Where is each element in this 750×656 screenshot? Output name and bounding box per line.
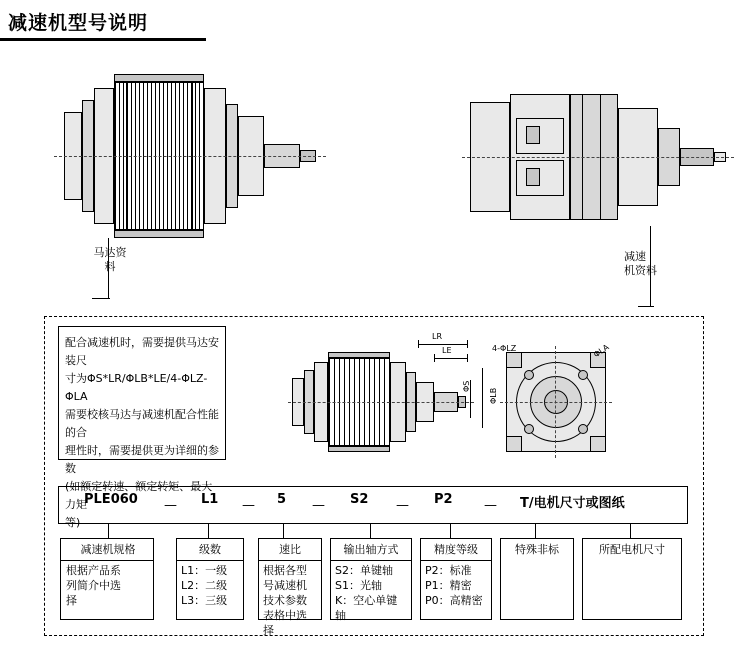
model-code-separator: — [312,498,325,513]
motor-callout-leader-h [92,298,110,299]
code-connector [283,524,284,538]
legend-line: 技术参数 [263,594,307,607]
legend-line: P0：高精密 [425,594,483,607]
legend-line: 轴 [335,609,346,622]
model-code-separator: — [164,498,177,513]
model-code-segment-2: 5 [277,492,287,507]
dim-label-lr: LR [432,332,443,341]
legend-body-0 [66,563,150,608]
code-connector [370,524,371,538]
dim-label-la: ΦLA [592,342,611,360]
page-title: 减速机型号说明 [8,12,149,34]
legend-line: 根据各型 [263,564,307,577]
model-code-separator: — [484,498,497,513]
legend-line: S2：单键轴 [335,564,393,577]
legend-header-4: 精度等级 [434,543,478,556]
title-underline [0,38,206,41]
motor-callout-label: 马达资 料 [93,246,127,273]
code-connector [208,524,209,538]
note-line: 等) [65,516,81,529]
legend-line: K：空心单键 [335,594,398,607]
dim-le-line [434,358,468,359]
dim-lr-line [418,344,468,345]
legend-line: L2：二级 [181,579,228,592]
legend-divider [330,560,412,561]
legend-line: 根据产品系 [66,564,121,577]
legend-header-5: 特殊非标 [515,543,559,556]
model-code-segment-0: PLE060 [84,492,138,507]
dim-label-le: LE [442,346,452,355]
legend-header-0: 减速机规格 [80,543,136,556]
legend-header-1: 级数 [199,543,221,556]
legend-line: 择 [66,594,77,607]
legend-divider [420,560,492,561]
legend-line: 列简介中选 [66,579,121,592]
dim-label-s: ΦS [462,380,471,392]
legend-divider [60,560,154,561]
legend-body-1 [181,563,243,608]
dim-label-lb: ΦLB [489,387,498,404]
motor-dimension-drawing [292,352,482,452]
model-code-segment-5: T/电机尺寸或图纸 [520,496,625,511]
flange-face-drawing [500,344,616,456]
legend-line: P1：精密 [425,579,472,592]
dim-le-tick-left [434,354,435,362]
code-connector [535,524,536,538]
dim-lb-line [482,368,483,428]
dim-lr-tick-left [418,340,419,348]
dim-le-tick-right [467,354,468,362]
legend-line: L1：一级 [181,564,228,577]
code-connector [630,524,631,538]
model-code-segment-4: P2 [434,492,453,507]
note-line: 配合减速机时，需要提供马达安装尺 [65,336,219,367]
motor-assembly-drawing [60,70,360,245]
note-line: 理性时，需要提供更为详细的参数 [65,444,219,475]
model-code-segment-1: L1 [201,492,219,507]
legend-line: S1：光轴 [335,579,382,592]
legend-line: P2：标准 [425,564,472,577]
legend-line: L3：三级 [181,594,228,607]
model-code-separator: — [242,498,255,513]
legend-divider [258,560,322,561]
note-line: (如额定转速、额定转矩、最大力矩 [65,480,213,511]
legend-body-4 [425,563,491,608]
dim-lr-tick-right [467,340,468,348]
code-connector [450,524,451,538]
gearbox-callout-label: 减速 机资料 [624,250,657,277]
legend-line: 择 [263,624,274,637]
model-code-segment-3: S2 [350,492,369,507]
legend-line: 表格中选 [263,609,307,622]
gearbox-callout-leader-h [638,306,654,307]
legend-divider [176,560,244,561]
legend-header-3: 输出轴方式 [343,543,399,556]
dim-label-lz: 4-ΦLZ [492,344,517,353]
gearbox-assembly-drawing [470,90,730,230]
note-line: 寸为ΦS*LR/ΦLB*LE/4-ΦLZ-ΦLA [65,372,208,403]
legend-line: 号减速机 [263,579,307,592]
legend-header-2: 速比 [279,543,301,556]
code-connector [108,524,109,538]
model-code-separator: — [396,498,409,513]
legend-body-3 [335,563,411,623]
legend-body-2 [263,563,321,638]
note-line: 需要校核马达与减速机配合性能的合 [65,408,219,439]
legend-header-6: 所配电机尺寸 [599,543,665,556]
